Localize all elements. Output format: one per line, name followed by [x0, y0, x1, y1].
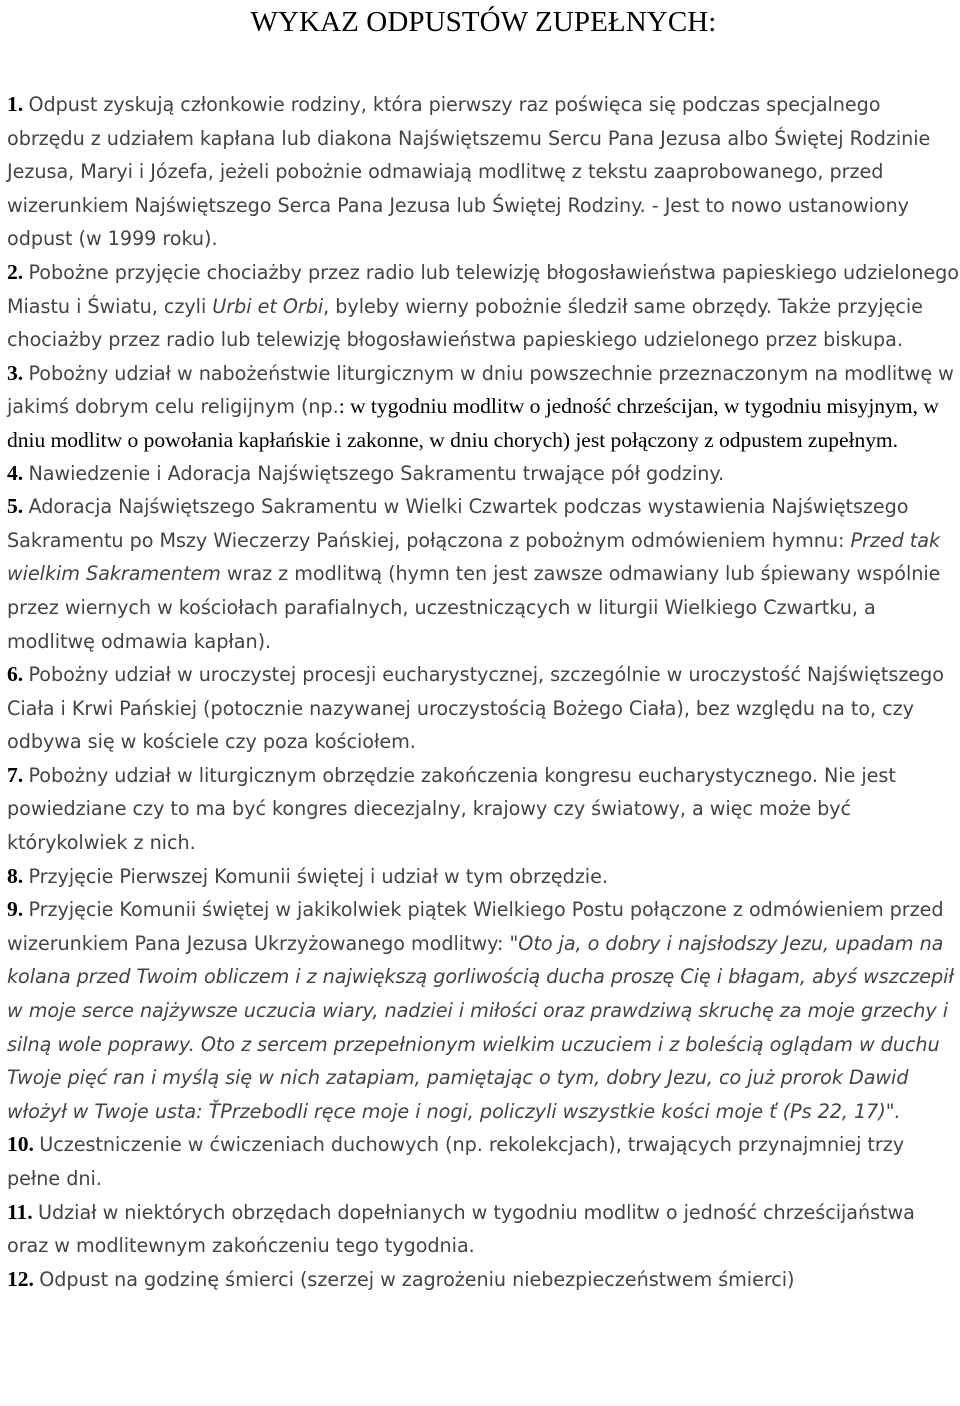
item-text-italic: Przed tak wielkim Sakramentem [7, 528, 941, 586]
item-text: Uczestniczenie w ćwiczeniach duchowych (np. rekolekcjach), trwających przynajmniej trzy pełne dni. [7, 1133, 905, 1190]
item-text: Nawiedzenie i Adoracja Najświętszego Sakramentu trwające pół godziny. [28, 461, 725, 485]
item-number: 6. [7, 662, 24, 687]
list-item-11 [7, 1196, 960, 1263]
item-number: 12. [7, 1266, 34, 1291]
item-text: Przyjęcie Pierwszej Komunii świętej i udział w tym obrzędzie. [28, 864, 608, 888]
list-item-6 [7, 658, 960, 759]
list-item-4 [7, 457, 960, 491]
item-text: Przyjęcie Komunii świętej w jakikolwiek piątek Wielkiego Postu połączone z odmówieniem przed wizerunkiem Pana Jezusa Ukrzyżowanego modlitwy: [7, 898, 944, 955]
item-number: 10. [7, 1132, 34, 1157]
item-number: 1. [7, 92, 24, 116]
item-number: 8. [7, 863, 24, 888]
item-text: Udział w niektórych obrzędach dopełnianych w tygodniu modlitw o jedność chrześcijaństwa oraz w modlitewnym zakończeniu tego tygodnia. [7, 1200, 915, 1258]
page-title: WYKAZ ODPUSTÓW ZUPEŁNYCH: [250, 6, 717, 38]
item-number: 11. [7, 1199, 33, 1224]
prayer-text-italic: Oto z sercem przepełnionym wielkim uczuciem i z boleścią oglądam w duchu Twoje pięć ran i myślą się w nich zatapiam, pamiętając o tym, dobry Jezu, co już prorok Dawid włożył w Twoje usta: ŤPrzebodli ręce moje i nogi, policzyli wszystkie kości moje ť (Ps 22, 17)". [7, 1032, 940, 1123]
item-text: Adoracja Najświętszego Sakramentu w Wielki Czwartek podczas wystawienia Najświętszego Sakramentu po Mszy Wieczerzy Pańskiej, połączona z pobożnym odmówieniem hymnu: [7, 495, 909, 552]
item-number: 2. [7, 259, 24, 284]
item-text: , byleby wierny pobożnie śledził same obrzędy. Także przyjęcie chociażby przez radio lub telewizję błogosławieństwa papieskiego udzielonego przez biskupa. [7, 294, 923, 352]
item-number: 4. [7, 460, 24, 485]
list-item-12 [7, 1263, 960, 1297]
item-text: Pobożny udział w liturgicznym obrzędzie zakończenia kongresu eucharystycznego. Nie jest powiedziane czy to ma być kongres diecezjalny, krajowy czy światowy, a więc może być którykolwiek z nich. [7, 763, 896, 855]
list-item-9 [7, 893, 960, 1128]
item-text: Pobożny udział w nabożeństwie liturgicznym w dniu powszechnie przeznaczonym na modlitwę w jakimś dobrym celu religijnym (np. [7, 361, 954, 419]
list-item-10 [7, 1128, 960, 1195]
item-text: Pobożne przyjęcie chociażby przez radio lub telewizję błogosławieństwa papieskiego udzielonego Miastu i Światu, czyli [7, 260, 959, 318]
list-item-7 [7, 759, 960, 860]
item-number: 3. [7, 360, 24, 385]
prayer-text-italic: "Oto ja, o dobry i najsłodszy Jezu, upadam na kolana przed Twoim obliczem i z największą gorliwością ducha proszę Cię i błagam, abyś wszczepił w moje serce najżywsze uczucia wiary, nadziei i miłości oraz prawdziwą skruchę za moje grzechy i silną wole poprawy. [7, 931, 954, 1056]
list-item-2 [7, 256, 960, 357]
item-text: Odpust na godzinę śmierci (szerzej w zagrożeniu niebezpieczeństwem śmierci) [39, 1267, 795, 1291]
item-number: 5. [7, 494, 24, 519]
indulgence-list [7, 88, 960, 1296]
item-number: 7. [7, 762, 24, 787]
item-text: wraz z modlitwą (hymn ten jest zawsze odmawiany lub śpiewany wspólnie przez wiernych w kościołach parafialnych, uczestniczących w liturgii Wielkiego Czwartku, a modlitwę odmawia kapłan). [7, 562, 941, 653]
list-item-3 [7, 357, 960, 457]
list-item-8 [7, 860, 960, 894]
list-item-5 [7, 490, 960, 658]
item-text-italic: Urbi et Orbi [212, 294, 324, 318]
list-item-1 [7, 88, 960, 256]
item-text: : w tygodniu modlitw o jedność chrześcijan, w tygodniu misyjnym, w dniu modlitw o powołania kapłańskie i zakonne, w dniu chorych) jest połączony z odpustem zupełnym. [7, 394, 939, 452]
item-text: Odpust zyskują członkowie rodziny, która pierwszy raz poświęca się podczas specjalnego obrzędu z udziałem kapłana lub diakona Najświętszemu Sercu Pana Jezusa albo Świętej Rodzinie Jezusa, Maryi i Józefa, jeżeli pobożnie odmawiają modlitwę z tekstu zaaprobowanego, przed wizerunkiem Najświętszego Serca Pana Jezusa lub Świętej Rodziny. - Jest to nowo ustanowiony odpust (w 1999 roku). [7, 93, 931, 251]
item-text: Pobożny udział w uroczystej procesji eucharystycznej, szczególnie w uroczystość Najświętszego Ciała i Krwi Pańskiej (potocznie nazywanej uroczystością Bożego Ciała), bez względu na to, czy odbywa się w kościele czy poza kościołem. [7, 663, 944, 754]
item-number: 9. [7, 897, 24, 922]
